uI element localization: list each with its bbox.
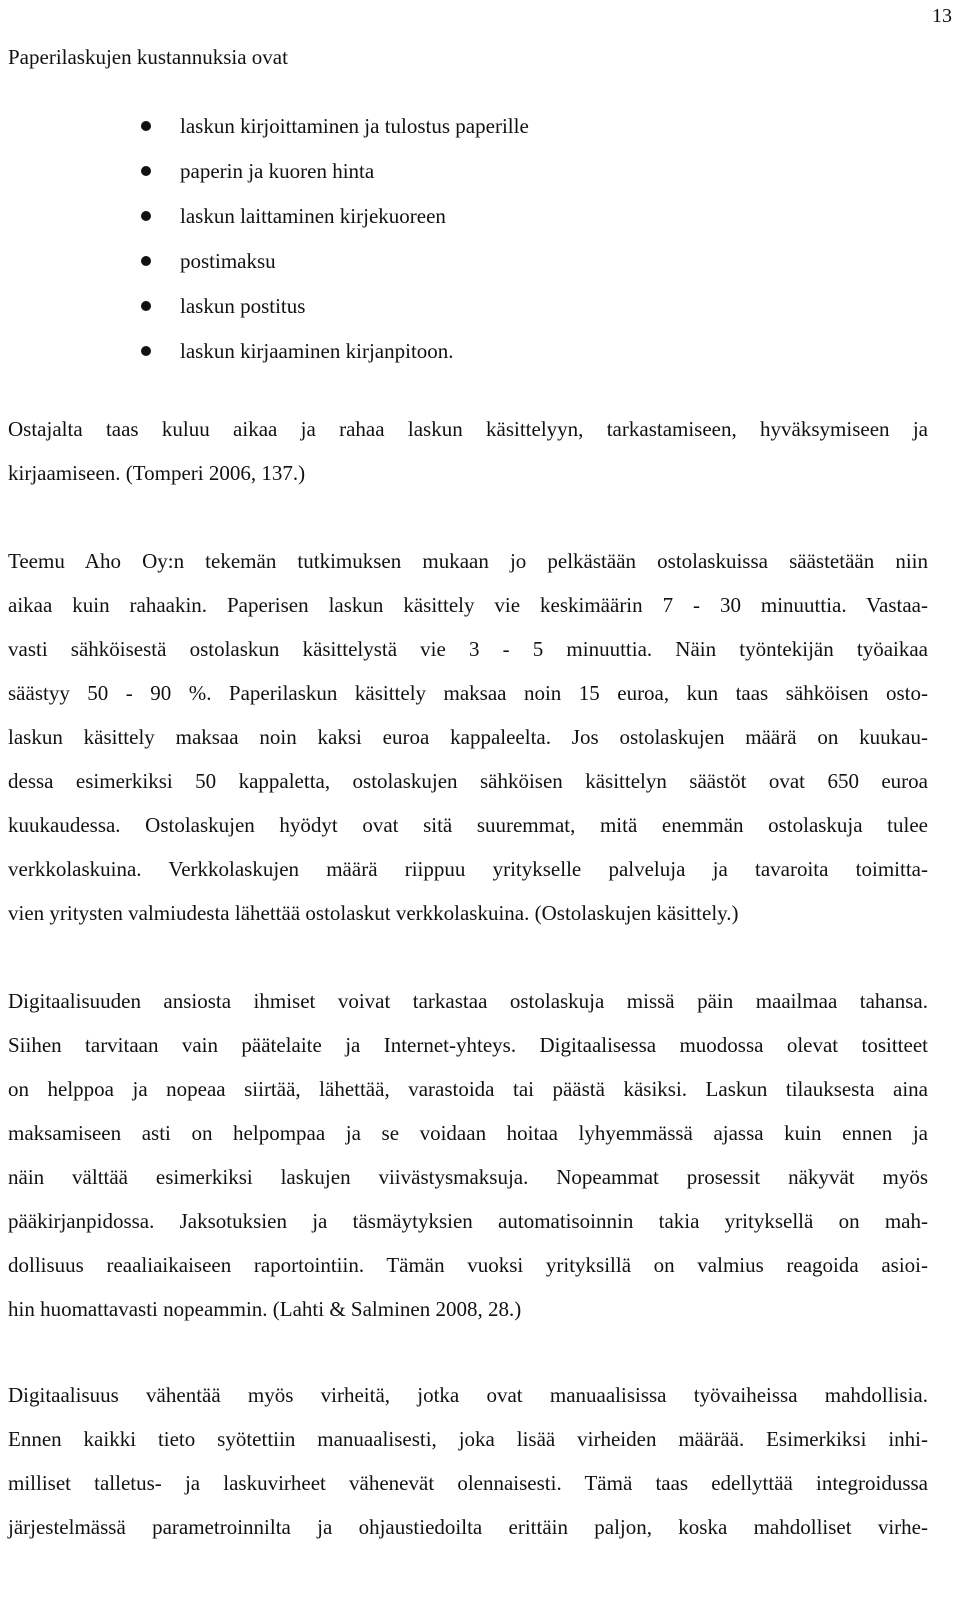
bullet-text: laskun laittaminen kirjekuoreen — [180, 204, 446, 228]
paragraph-line: kuukaudessa. Ostolaskujen hyödyt ovat sitä suuremmat, mitä enemmän ostolaskuja tulee — [8, 813, 928, 837]
paragraph-line: verkkolaskuina. Verkkolaskujen määrä riippuu yritykselle palveluja ja tavaroita toimitta- — [8, 857, 928, 881]
bullet-item — [141, 334, 928, 379]
page-body — [8, 40, 928, 1549]
paragraph-research-savings — [8, 539, 928, 935]
bullet-item — [141, 289, 928, 334]
paragraph-line: dessa esimerkiksi 50 kappaletta, ostolaskujen sähköisen käsittelyn säästöt ovat 650 euroa — [8, 769, 928, 793]
paragraph-line: Siihen tarvitaan vain päätelaite ja Internet-yhteys. Digitaalisessa muodossa olevat tositteet — [8, 1033, 928, 1057]
paragraph-line: Digitaalisuus vähentää myös virheitä, jotka ovat manuaalisissa työvaiheissa mahdollisia. — [8, 1383, 928, 1407]
bullet-dot-icon — [141, 211, 151, 221]
paragraph-line: pääkirjanpidossa. Jaksotuksien ja täsmäytyksien automatisoinnin takia yrityksellä on mah- — [8, 1209, 928, 1233]
paragraph-line: Digitaalisuuden ansiosta ihmiset voivat tarkastaa ostolaskuja missä päin maailmaa tahansa. — [8, 989, 928, 1013]
cost-bullet-list — [8, 109, 928, 379]
bullet-item — [141, 154, 928, 199]
paragraph-line: milliset talletus- ja laskuvirheet vähenevät olennaisesti. Tämä taas edellyttää integroidussa — [8, 1471, 928, 1495]
bullet-text: laskun kirjaaminen kirjanpitoon. — [180, 339, 454, 363]
paragraph-line: säästyy 50 - 90 %. Paperilaskun käsittely maksaa noin 15 euroa, kun taas sähköisen osto- — [8, 681, 928, 705]
bullet-dot-icon — [141, 301, 151, 311]
bullet-item — [141, 199, 928, 244]
bullet-dot-icon — [141, 166, 151, 176]
bullet-dot-icon — [141, 256, 151, 266]
bullet-text: postimaksu — [180, 249, 276, 273]
paragraph-line: vien yritysten valmiudesta lähettää ostolaskut verkkolaskuina. (Ostolaskujen käsittely.) — [8, 901, 739, 925]
paragraph-line: laskun käsittely maksaa noin kaksi euroa kappaleelta. Jos ostolaskujen määrä on kuukau- — [8, 725, 928, 749]
bullet-text: paperin ja kuoren hinta — [180, 159, 375, 183]
bullet-item — [141, 109, 928, 154]
paragraph-buyer-costs — [8, 407, 928, 495]
page-number: 13 — [932, 5, 952, 27]
paragraph-line: Teemu Aho Oy:n tekemän tutkimuksen mukaan jo pelkästään ostolaskuissa säästetään niin — [8, 549, 928, 573]
paragraph-line: hin huomattavasti nopeammin. (Lahti & Salminen 2008, 28.) — [8, 1297, 522, 1321]
paragraph-line: kirjaamiseen. (Tomperi 2006, 137.) — [8, 461, 306, 485]
bullet-item — [141, 244, 928, 289]
paragraph-line: Ennen kaikki tieto syötettiin manuaalisesti, joka lisää virheiden määrää. Esimerkiksi inhi- — [8, 1427, 928, 1451]
bullet-text: laskun postitus — [180, 294, 306, 318]
paragraph-line: järjestelmässä parametroinnilta ja ohjaustiedoilta erittäin paljon, koska mahdolliset virhe- — [8, 1515, 928, 1539]
paragraph-line: on helppoa ja nopeaa siirtää, lähettää, varastoida tai päästä käsiksi. Laskun tilauksesta aina — [8, 1077, 928, 1101]
intro-text: Paperilaskujen kustannuksia ovat — [8, 45, 288, 69]
paragraph-line: Ostajalta taas kuluu aikaa ja rahaa laskun käsittelyyn, tarkastamiseen, hyväksymiseen ja — [8, 417, 928, 441]
paragraph-fewer-errors — [8, 1373, 928, 1549]
bullet-dot-icon — [141, 121, 151, 131]
paragraph-line: aikaa kuin rahaakin. Paperisen laskun käsittely vie keskimäärin 7 - 30 minuuttia. Vastaa- — [8, 593, 928, 617]
paragraph-line: dollisuus reaaliaikaiseen raportointiin. Tämän vuoksi yrityksillä on valmius reagoida asioi- — [8, 1253, 928, 1277]
paragraph-digitalisation-benefits — [8, 979, 928, 1331]
paragraph-line: maksamiseen asti on helpompaa ja se voidaan hoitaa lyhyemmässä ajassa kuin ennen ja — [8, 1121, 928, 1145]
bullet-dot-icon — [141, 346, 151, 356]
bullet-text: laskun kirjoittaminen ja tulostus paperille — [180, 114, 529, 138]
paragraph-line: vasti sähköisestä ostolaskun käsittelystä vie 3 - 5 minuuttia. Näin työntekijän työaikaa — [8, 637, 928, 661]
paragraph-line: näin välttää esimerkiksi laskujen viivästysmaksuja. Nopeammat prosessit näkyvät myös — [8, 1165, 928, 1189]
